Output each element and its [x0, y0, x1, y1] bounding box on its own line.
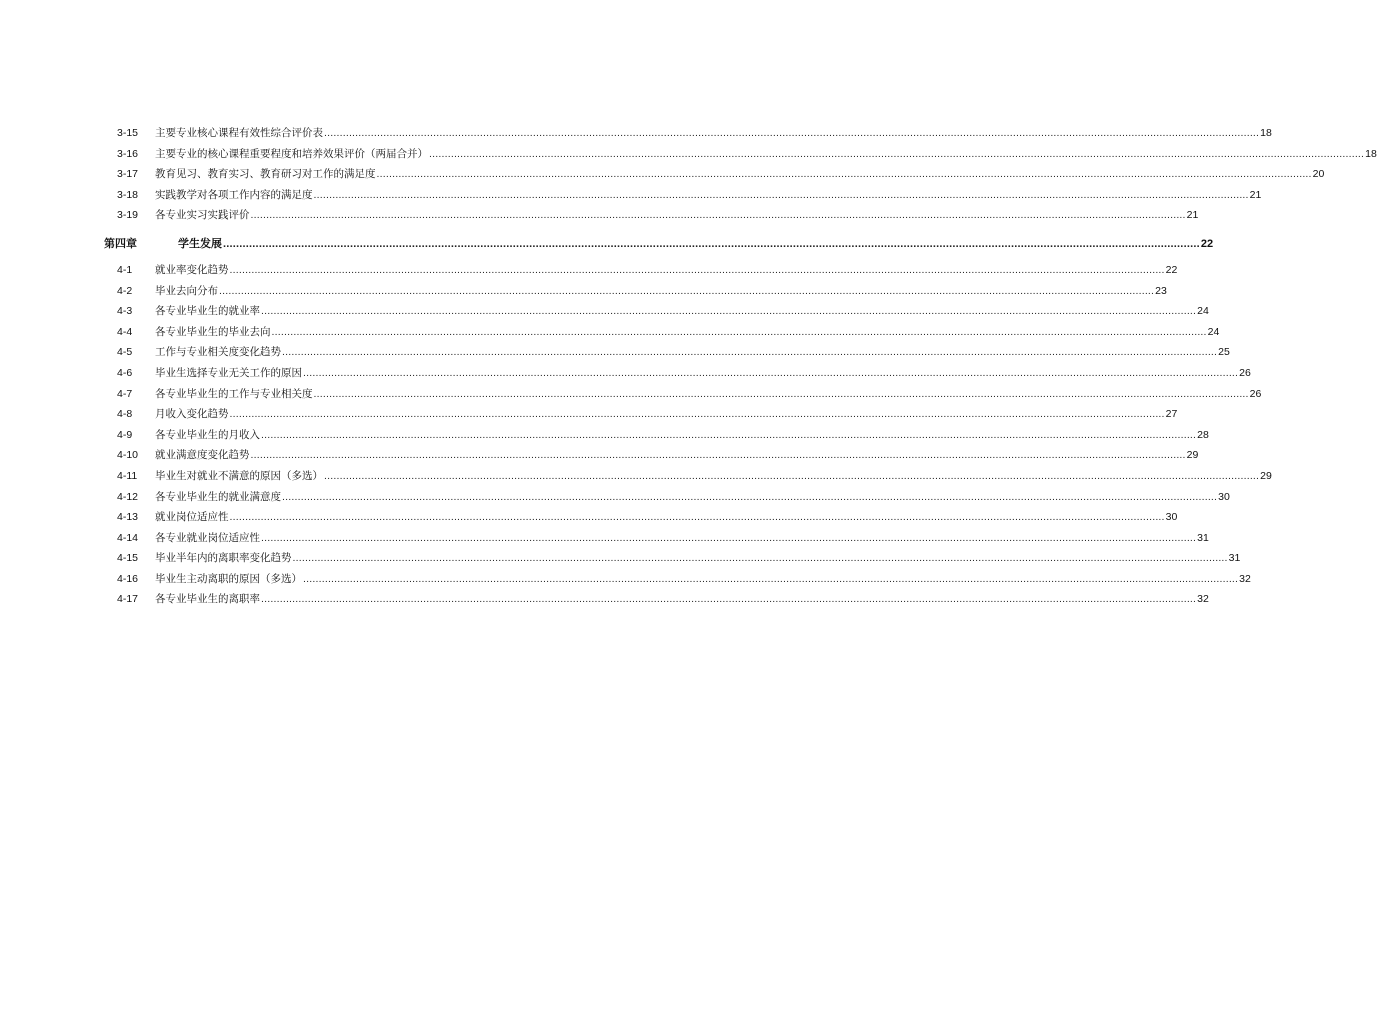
toc-entry-number: 3-17 [117, 168, 139, 181]
chapter-number: 第四章 [104, 236, 137, 250]
toc-entry[interactable] [0, 569, 1251, 590]
leader-dots: ............................................................................................................................................................................................................................................................................................................ [261, 428, 1197, 441]
toc-entry-title: 实践教学对各项工作内容的满足度 [155, 188, 313, 201]
toc-entry[interactable] [0, 144, 1377, 165]
toc-entry[interactable] [0, 123, 1272, 144]
toc-entry-title: 就业满意度变化趋势 [155, 449, 250, 462]
leader-dots: ............................................................................................................................................................................................................................................................................................................ [261, 531, 1197, 544]
toc-entry-page: 22 [1165, 263, 1178, 276]
toc-entry-title: 主要专业的核心课程重要程度和培养效果评价（两届合并） [155, 147, 428, 160]
toc-entry-title: 毕业生选择专业无关工作的原因 [155, 366, 302, 379]
toc-entry-page: 21 [1186, 209, 1199, 222]
table-of-contents [0, 123, 1377, 610]
toc-entry-number: 4-17 [117, 593, 139, 606]
toc-entry[interactable] [0, 528, 1209, 549]
toc-entry[interactable] [0, 185, 1262, 206]
toc-entry-page: 32 [1197, 593, 1209, 606]
toc-entry[interactable] [0, 301, 1209, 322]
toc-entry[interactable] [0, 548, 1241, 569]
toc-entry-number: 3-15 [117, 127, 139, 139]
leader-dots: ............................................................................................................................................................................................................................................................................................................ [219, 284, 1155, 297]
toc-entry[interactable] [0, 445, 1199, 466]
toc-entry-number: 4-8 [117, 408, 133, 421]
toc-entry[interactable] [0, 363, 1251, 384]
leader-dots: ............................................................................................................................................................................................................................................................................................................ [282, 490, 1218, 503]
toc-entry[interactable] [0, 164, 1325, 185]
toc-entry-page: 24 [1197, 305, 1209, 318]
toc-entry[interactable] [0, 281, 1167, 302]
toc-entry-number: 4-3 [117, 305, 133, 318]
toc-entry-number: 4-4 [117, 325, 133, 338]
toc-entry-title: 各专业毕业生的工作与专业相关度 [155, 387, 313, 400]
toc-entry-number: 4-12 [117, 490, 139, 503]
toc-entry-number: 3-18 [117, 188, 139, 201]
toc-entry[interactable] [0, 507, 1178, 528]
toc-entry-page: 18 [1260, 127, 1272, 139]
toc-entry-number: 3-16 [117, 147, 139, 160]
toc-entry-number: 4-7 [117, 387, 133, 400]
toc-entry-number: 4-9 [117, 428, 133, 441]
toc-entry-number: 4-5 [117, 346, 133, 359]
leader-dots: ............................................................................................................................................................................................................................................................................................................ [282, 346, 1218, 359]
toc-entry-number: 4-14 [117, 531, 139, 544]
toc-entry[interactable] [0, 404, 1178, 425]
toc-entry-title: 各专业毕业生的离职率 [155, 593, 260, 606]
leader-dots: ............................................................................................................................................................................................................................................................................................................ [261, 593, 1197, 606]
toc-entry-page: 28 [1197, 428, 1209, 441]
leader-dots: ............................................................................................................................................................................................................................................................................................................ [250, 449, 1186, 462]
toc-entry-title: 毕业生主动离职的原因（多选） [155, 572, 302, 585]
leader-dots: ............................................................................................................................................................................................................................................................................................................ [313, 188, 1249, 201]
toc-entry-number: 4-16 [117, 572, 139, 585]
leader-dots: ............................................................................................................................................................................................................................................................................................................ [229, 408, 1165, 421]
toc-entry-page: 21 [1249, 188, 1262, 201]
toc-entry[interactable] [0, 425, 1209, 446]
leader-dots: ............................................................................................................................................................................................................................................................................................................ [271, 325, 1207, 338]
toc-entry-number: 4-11 [117, 469, 138, 482]
toc-entry-number: 4-6 [117, 366, 133, 379]
chapter-title: 学生发展 [178, 236, 222, 250]
toc-entry-title: 就业岗位适应性 [155, 511, 229, 524]
toc-entry-title: 主要专业核心课程有效性综合评价表 [155, 127, 323, 139]
leader-dots: ............................................................................................................................................................................................................................................................................................................ [261, 305, 1197, 318]
toc-entry-page: 31 [1197, 531, 1209, 544]
toc-entry-title: 毕业生对就业不满意的原因（多选） [155, 469, 323, 482]
leader-dots: ............................................................................................................................................................................................................................................................................................................ [250, 209, 1186, 222]
leader-dots: ............................................................................................................................................................................................................................................................................................................ [376, 168, 1312, 181]
toc-entry-title: 教育见习、教育实习、教育研习对工作的满足度 [155, 168, 376, 181]
toc-entry-page: 31 [1228, 552, 1241, 565]
toc-entry-title: 各专业毕业生的就业满意度 [155, 490, 281, 503]
toc-entry[interactable] [0, 260, 1178, 281]
leader-dots: ............................................................................................................................................................................................................................................................................................................ [324, 469, 1260, 482]
toc-entry-title: 各专业毕业生的毕业去向 [155, 325, 271, 338]
toc-entry-number: 4-10 [117, 449, 139, 462]
toc-entry-page: 26 [1239, 366, 1251, 379]
toc-entry-page: 32 [1239, 572, 1251, 585]
leader-dots: ............................................................................................................................................................................................................................................................................................................ [229, 511, 1165, 524]
toc-entry-page: 27 [1165, 408, 1178, 421]
toc-entry-title: 各专业就业岗位适应性 [155, 531, 260, 544]
toc-entry-title: 毕业去向分布 [155, 284, 218, 297]
toc-entry-page: 18 [1365, 147, 1377, 160]
toc-entry[interactable] [0, 487, 1230, 508]
toc-entry-number: 3-19 [117, 209, 139, 222]
toc-entry-number: 4-2 [117, 284, 133, 297]
toc-entry-page: 30 [1165, 511, 1178, 524]
leader-dots: ............................................................................................................................................................................................................................................................................................................ [429, 147, 1365, 160]
toc-entry-page: 24 [1207, 325, 1220, 338]
leader-dots: ............................................................................................................................................................................................................................................................................................................ [324, 127, 1260, 139]
toc-entry-page: 29 [1260, 469, 1272, 482]
toc-entry-title: 月收入变化趋势 [155, 408, 229, 421]
toc-entry-title: 毕业半年内的离职率变化趋势 [155, 552, 292, 565]
toc-entry-page: 29 [1186, 449, 1199, 462]
leader-dots: ............................................................................................................................................................................................................................................................................................................ [303, 572, 1239, 585]
toc-entry[interactable] [0, 342, 1230, 363]
chapter-page: 22 [1200, 237, 1214, 250]
toc-entry-page: 30 [1218, 490, 1230, 503]
toc-entry-title: 就业率变化趋势 [155, 263, 229, 276]
toc-entry[interactable] [0, 205, 1199, 226]
toc-entry-number: 4-1 [117, 263, 133, 276]
toc-entry[interactable] [0, 384, 1262, 405]
leader-dots: ............................................................................................................................................................................................................................................................................................................ [313, 387, 1249, 400]
toc-entry-title: 工作与专业相关度变化趋势 [155, 346, 281, 359]
toc-entry[interactable] [0, 589, 1209, 610]
toc-entry-title: 各专业毕业生的就业率 [155, 305, 260, 318]
toc-entry-page: 23 [1155, 284, 1167, 297]
toc-entry-page: 26 [1249, 387, 1262, 400]
toc-entry-title: 各专业毕业生的月收入 [155, 428, 260, 441]
toc-entry-number: 4-15 [117, 552, 139, 565]
toc-entry-title: 各专业实习实践评价 [155, 209, 250, 222]
toc-entry[interactable] [0, 466, 1272, 487]
toc-entry[interactable] [0, 322, 1220, 343]
leader-dots: ............................................................................................................................................................................................................................................................................................................ [303, 366, 1239, 379]
toc-entry-page: 20 [1312, 168, 1325, 181]
toc-entry-page: 25 [1218, 346, 1230, 359]
leader-dots: ............................................................................................................................................................................................................................................................................................................ [292, 552, 1228, 565]
toc-entry-number: 4-13 [117, 511, 139, 524]
toc-chapter-heading[interactable] [0, 232, 1214, 256]
leader-dots: ............................................................................................................................................................................................................................................................................................................ [223, 237, 1200, 250]
leader-dots: ............................................................................................................................................................................................................................................................................................................ [229, 263, 1165, 276]
